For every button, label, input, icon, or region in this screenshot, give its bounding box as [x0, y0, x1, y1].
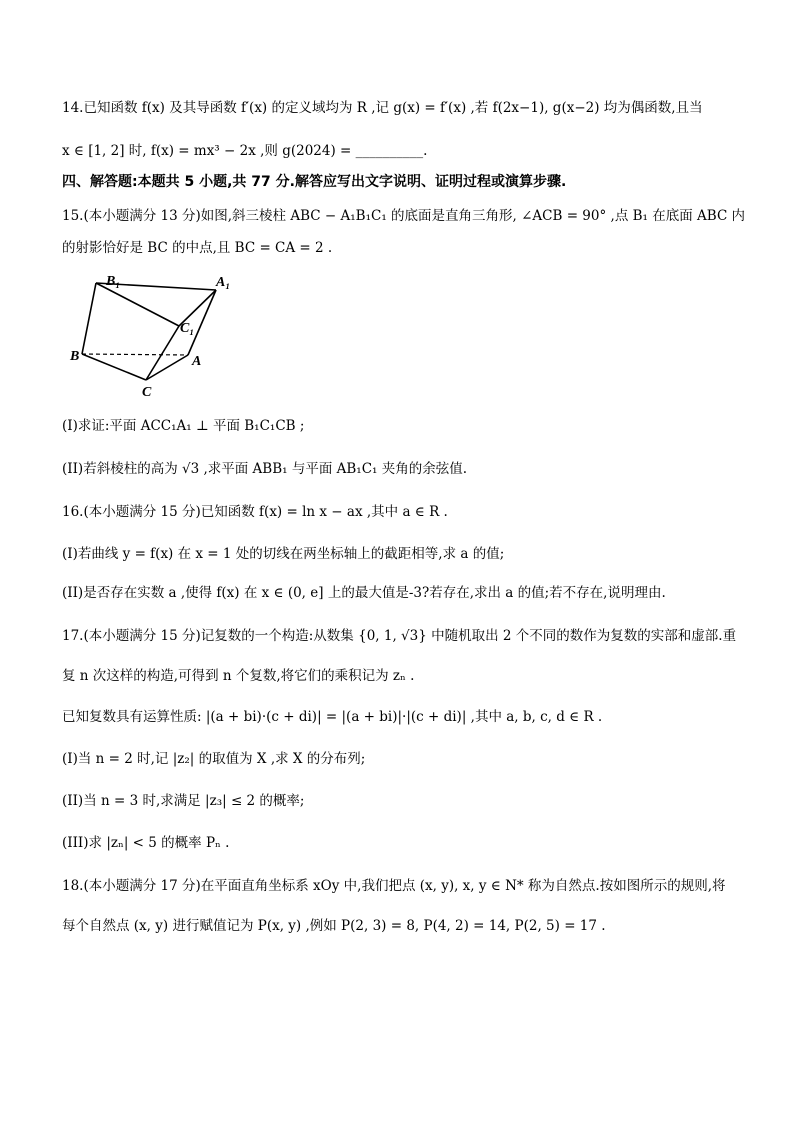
edge-c1-b1 — [96, 283, 179, 326]
edge-c1-c — [146, 326, 179, 380]
label-c: C — [142, 385, 152, 400]
q17-part-1: (I)当 n = 2 时,记 |z₂| 的取值为 X ,求 X 的分布列; — [62, 751, 366, 767]
q18-line-1: 18.(本小题满分 17 分)在平面直角坐标系 xOy 中,我们把点 (x, y), x, y ∈ N* 称为自然点.按如图所示的规则,将 — [62, 878, 726, 894]
q15-line-2: 的射影恰好是 BC 的中点,且 BC = CA = 2 . — [62, 240, 333, 256]
q17-line-1: 17.(本小题满分 15 分)记复数的一个构造:从数集 {0, 1, √3} 中随机取出 2 个不同的数作为复数的实部和虚部.重 — [62, 628, 737, 644]
q16-line-1: 16.(本小题满分 15 分)已知函数 f(x) = ln x − ax ,其中 a ∈ R . — [62, 504, 448, 520]
label-a1: A₁ — [216, 275, 231, 290]
q16-part-2: (II)是否存在实数 a ,使得 f(x) 在 x ∈ (0, e] 上的最大值是-3?若存在,求出 a 的值;若不存在,说明理由. — [62, 585, 666, 601]
label-a: A — [192, 354, 202, 369]
q18-line-2: 每个自然点 (x, y) 进行赋值记为 P(x, y) ,例如 P(2, 3) = 8, P(4, 2) = 14, P(2, 5) = 17 . — [62, 918, 606, 934]
q15-part-1: (I)求证:平面 ACC₁A₁ ⊥ 平面 B₁C₁CB ; — [62, 418, 305, 434]
section-heading: 四、解答题:本题共 5 小题,共 77 分.解答应写出文字说明、证明过程或演算步骤. — [62, 174, 567, 190]
edge-c-a — [146, 355, 188, 380]
edge-b-c — [82, 354, 146, 380]
q17-line-2: 复 n 次这样的构造,可得到 n 个复数,将它们的乘积记为 zₙ . — [62, 668, 415, 684]
q15-part-2: (II)若斜棱柱的高为 √3 ,求平面 ABB₁ 与平面 AB₁C₁ 夹角的余弦值. — [62, 461, 468, 477]
q16-part-1: (I)若曲线 y = f(x) 在 x = 1 处的切线在两坐标轴上的截距相等,求 a 的值; — [62, 546, 505, 562]
edge-b1-b — [82, 283, 96, 354]
q17-part-2: (II)当 n = 3 时,求满足 |z₃| ≤ 2 的概率; — [62, 793, 305, 809]
q17-line-3: 已知复数具有运算性质: |(a + bi)·(c + di)| = |(a + bi)|·|(c + di)| ,其中 a, b, c, d ∈ R . — [62, 709, 603, 725]
label-b: B — [70, 349, 80, 364]
edge-b-a-hidden — [82, 354, 188, 355]
q17-part-3: (III)求 |zₙ| < 5 的概率 Pₙ . — [62, 835, 230, 851]
label-b1: B₁ — [106, 274, 121, 289]
q15-line-1: 15.(本小题满分 13 分)如图,斜三棱柱 ABC − A₁B₁C₁ 的底面是直角三角形, ∠ACB = 90° ,点 B₁ 在底面 ABC 内 — [62, 208, 746, 224]
prism-figure — [62, 268, 252, 403]
label-c1: C₁ — [180, 321, 195, 336]
q14-line-1: 14.已知函数 f(x) 及其导函数 f′(x) 的定义域均为 R ,记 g(x) = f′(x) ,若 f(2x−1), g(x−2) 均为偶函数,且当 — [62, 100, 703, 116]
q14-line-2: x ∈ [1, 2] 时, f(x) = mx³ − 2x ,则 g(2024) = __________. — [62, 143, 428, 159]
